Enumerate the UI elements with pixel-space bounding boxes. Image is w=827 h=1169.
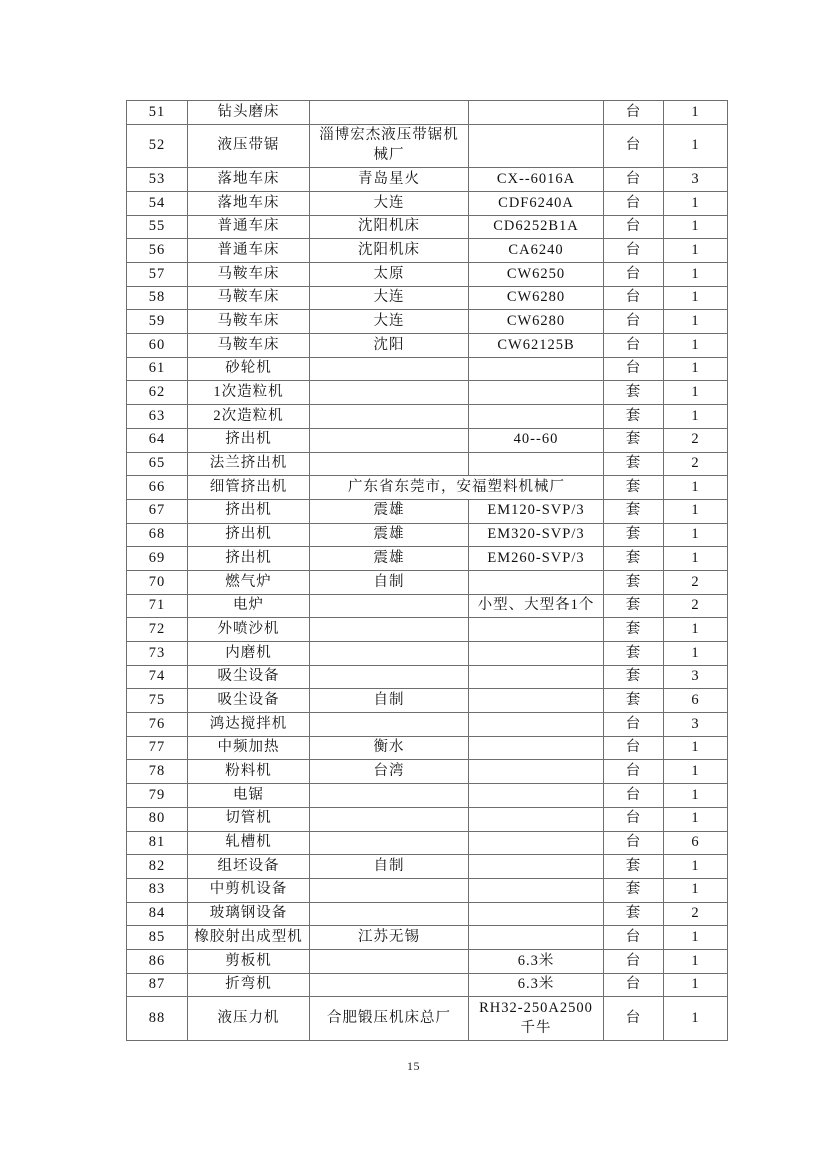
cell-unit: 台 [604,997,664,1041]
cell-unit: 套 [604,594,664,618]
cell-qty: 1 [664,642,728,666]
cell-maker [310,831,469,855]
cell-no: 72 [127,618,188,642]
cell-maker: 震雄 [310,547,469,571]
cell-model [469,855,604,879]
cell-unit: 台 [604,784,664,808]
cell-no: 58 [127,286,188,310]
cell-unit: 台 [604,926,664,950]
cell-model [469,831,604,855]
cell-maker: 合肥锻压机床总厂 [310,997,469,1041]
table-row [127,286,728,310]
equipment-table [126,100,728,1041]
cell-qty: 2 [664,452,728,476]
cell-model: 6.3米 [469,949,604,973]
cell-no: 85 [127,926,188,950]
table-row [127,499,728,523]
cell-model [469,405,604,429]
cell-model [469,101,604,125]
table-row [127,428,728,452]
cell-no: 69 [127,547,188,571]
cell-no: 88 [127,997,188,1041]
cell-maker [310,807,469,831]
table-row [127,807,728,831]
table-row [127,784,728,808]
table-row [127,191,728,215]
cell-name: 组坯设备 [188,855,310,879]
cell-model [469,357,604,381]
cell-model [469,381,604,405]
cell-name: 吸尘设备 [188,689,310,713]
cell-name: 马鞍车床 [188,310,310,334]
cell-unit: 台 [604,807,664,831]
table-row [127,452,728,476]
table-row [127,239,728,263]
cell-name: 马鞍车床 [188,286,310,310]
cell-unit: 台 [604,334,664,358]
cell-maker [310,878,469,902]
cell-no: 75 [127,689,188,713]
cell-name: 挤出机 [188,547,310,571]
cell-unit: 套 [604,499,664,523]
table-row [127,831,728,855]
cell-qty: 6 [664,689,728,713]
table-row [127,381,728,405]
cell-no: 65 [127,452,188,476]
cell-qty: 1 [664,997,728,1041]
cell-unit: 台 [604,215,664,239]
cell-no: 63 [127,405,188,429]
cell-qty: 1 [664,878,728,902]
cell-maker: 沈阳 [310,334,469,358]
cell-model [469,642,604,666]
cell-maker [310,428,469,452]
cell-qty: 6 [664,831,728,855]
cell-model [469,713,604,737]
cell-name: 挤出机 [188,523,310,547]
cell-unit: 套 [604,570,664,594]
cell-model [469,760,604,784]
cell-qty: 1 [664,310,728,334]
cell-qty: 1 [664,334,728,358]
cell-maker: 广东省东莞市，安福塑料机械厂 [310,476,604,500]
cell-qty: 1 [664,618,728,642]
cell-no: 78 [127,760,188,784]
cell-no: 51 [127,101,188,125]
cell-qty: 1 [664,807,728,831]
cell-name: 钻头磨床 [188,101,310,125]
cell-model: CX--6016A [469,168,604,192]
cell-qty: 1 [664,499,728,523]
cell-model [469,665,604,689]
cell-maker [310,381,469,405]
cell-no: 56 [127,239,188,263]
cell-name: 落地车床 [188,168,310,192]
table-row [127,642,728,666]
cell-no: 59 [127,310,188,334]
cell-qty: 1 [664,949,728,973]
cell-unit: 台 [604,101,664,125]
cell-maker: 震雄 [310,523,469,547]
cell-name: 电炉 [188,594,310,618]
cell-maker [310,642,469,666]
cell-unit: 套 [604,689,664,713]
cell-qty: 1 [664,973,728,997]
cell-maker: 震雄 [310,499,469,523]
cell-maker [310,973,469,997]
cell-maker [310,949,469,973]
table-row [127,405,728,429]
cell-name: 挤出机 [188,499,310,523]
cell-name: 马鞍车床 [188,263,310,287]
cell-name: 剪板机 [188,949,310,973]
cell-no: 55 [127,215,188,239]
cell-name: 液压带锯 [188,124,310,168]
cell-qty: 3 [664,713,728,737]
table-row [127,124,728,168]
cell-model: 小型、大型各1个 [469,594,604,618]
cell-model [469,452,604,476]
cell-qty: 1 [664,405,728,429]
cell-maker: 自制 [310,570,469,594]
cell-unit: 台 [604,949,664,973]
cell-model: EM120-SVP/3 [469,499,604,523]
cell-qty: 1 [664,547,728,571]
table-row [127,101,728,125]
cell-no: 84 [127,902,188,926]
cell-qty: 1 [664,239,728,263]
cell-maker [310,902,469,926]
table-row [127,357,728,381]
cell-name: 燃气炉 [188,570,310,594]
page-number: 15 [407,1059,420,1073]
cell-qty: 1 [664,926,728,950]
cell-name: 电锯 [188,784,310,808]
table-row [127,736,728,760]
table-row [127,547,728,571]
cell-qty: 1 [664,760,728,784]
cell-name: 橡胶射出成型机 [188,926,310,950]
cell-name: 折弯机 [188,973,310,997]
cell-name: 玻璃钢设备 [188,902,310,926]
cell-qty: 2 [664,902,728,926]
cell-maker: 衡水 [310,736,469,760]
cell-maker [310,784,469,808]
cell-no: 86 [127,949,188,973]
cell-no: 71 [127,594,188,618]
cell-model [469,807,604,831]
cell-model [469,736,604,760]
cell-model [469,618,604,642]
cell-unit: 套 [604,452,664,476]
cell-unit: 套 [604,642,664,666]
cell-name: 切管机 [188,807,310,831]
cell-no: 82 [127,855,188,879]
cell-no: 62 [127,381,188,405]
cell-maker: 江苏无锡 [310,926,469,950]
table-row [127,760,728,784]
cell-no: 67 [127,499,188,523]
cell-unit: 台 [604,191,664,215]
cell-no: 53 [127,168,188,192]
table-row [127,523,728,547]
table-row [127,570,728,594]
cell-unit: 套 [604,428,664,452]
cell-maker: 自制 [310,855,469,879]
cell-model: EM260-SVP/3 [469,547,604,571]
cell-qty: 2 [664,428,728,452]
cell-model: RH32-250A2500千牛 [469,997,604,1041]
cell-qty: 1 [664,476,728,500]
table-row [127,855,728,879]
cell-no: 80 [127,807,188,831]
cell-model [469,878,604,902]
cell-model: 6.3米 [469,973,604,997]
cell-unit: 台 [604,168,664,192]
cell-no: 64 [127,428,188,452]
cell-no: 61 [127,357,188,381]
cell-name: 马鞍车床 [188,334,310,358]
cell-name: 普通车床 [188,215,310,239]
cell-qty: 1 [664,101,728,125]
table-row [127,689,728,713]
cell-name: 细管挤出机 [188,476,310,500]
cell-maker: 大连 [310,191,469,215]
cell-maker [310,713,469,737]
cell-unit: 台 [604,124,664,168]
cell-unit: 套 [604,618,664,642]
table-row [127,949,728,973]
cell-maker: 自制 [310,689,469,713]
table-row [127,215,728,239]
cell-name: 中频加热 [188,736,310,760]
cell-unit: 套 [604,855,664,879]
cell-no: 68 [127,523,188,547]
cell-no: 83 [127,878,188,902]
cell-name: 液压力机 [188,997,310,1041]
cell-model [469,902,604,926]
cell-no: 60 [127,334,188,358]
cell-name: 粉料机 [188,760,310,784]
cell-no: 57 [127,263,188,287]
cell-name: 外喷沙机 [188,618,310,642]
cell-qty: 1 [664,191,728,215]
cell-maker [310,405,469,429]
cell-qty: 1 [664,357,728,381]
cell-no: 66 [127,476,188,500]
cell-model: CW62125B [469,334,604,358]
cell-name: 法兰挤出机 [188,452,310,476]
cell-maker [310,357,469,381]
cell-unit: 台 [604,831,664,855]
cell-unit: 套 [604,476,664,500]
cell-unit: 台 [604,310,664,334]
cell-model: CD6252B1A [469,215,604,239]
cell-model [469,570,604,594]
cell-name: 鸿达搅拌机 [188,713,310,737]
cell-unit: 台 [604,760,664,784]
cell-qty: 1 [664,855,728,879]
cell-no: 77 [127,736,188,760]
cell-qty: 1 [664,523,728,547]
table-row [127,902,728,926]
cell-qty: 1 [664,784,728,808]
cell-qty: 1 [664,215,728,239]
cell-no: 81 [127,831,188,855]
cell-maker [310,452,469,476]
cell-no: 76 [127,713,188,737]
cell-maker [310,101,469,125]
cell-model: 40--60 [469,428,604,452]
cell-unit: 台 [604,263,664,287]
cell-name: 1次造粒机 [188,381,310,405]
cell-model [469,689,604,713]
cell-name: 内磨机 [188,642,310,666]
cell-name: 轧槽机 [188,831,310,855]
cell-model: CA6240 [469,239,604,263]
cell-no: 54 [127,191,188,215]
table-row [127,310,728,334]
cell-name: 落地车床 [188,191,310,215]
cell-model [469,926,604,950]
table-row [127,878,728,902]
cell-unit: 套 [604,381,664,405]
cell-unit: 台 [604,736,664,760]
cell-qty: 3 [664,168,728,192]
cell-qty: 2 [664,570,728,594]
cell-model: CW6280 [469,310,604,334]
cell-no: 73 [127,642,188,666]
cell-unit: 台 [604,973,664,997]
table-row [127,263,728,287]
cell-maker: 沈阳机床 [310,239,469,263]
cell-name: 普通车床 [188,239,310,263]
cell-maker: 大连 [310,310,469,334]
cell-model: EM320-SVP/3 [469,523,604,547]
cell-name: 砂轮机 [188,357,310,381]
cell-no: 74 [127,665,188,689]
cell-model [469,124,604,168]
cell-no: 87 [127,973,188,997]
cell-unit: 台 [604,357,664,381]
cell-no: 70 [127,570,188,594]
cell-qty: 3 [664,665,728,689]
table-row [127,665,728,689]
table-row [127,618,728,642]
cell-qty: 1 [664,286,728,310]
cell-qty: 1 [664,263,728,287]
cell-model: CW6250 [469,263,604,287]
cell-maker: 大连 [310,286,469,310]
table-row [127,997,728,1041]
cell-qty: 1 [664,124,728,168]
cell-maker: 台湾 [310,760,469,784]
cell-unit: 套 [604,523,664,547]
cell-maker [310,618,469,642]
cell-model [469,784,604,808]
table-row [127,334,728,358]
cell-maker: 太原 [310,263,469,287]
table-row [127,168,728,192]
cell-maker: 青岛星火 [310,168,469,192]
cell-no: 79 [127,784,188,808]
cell-model: CDF6240A [469,191,604,215]
cell-unit: 台 [604,239,664,263]
cell-qty: 1 [664,736,728,760]
cell-unit: 套 [604,405,664,429]
table-row [127,476,728,500]
cell-name: 2次造粒机 [188,405,310,429]
cell-unit: 套 [604,665,664,689]
cell-no: 52 [127,124,188,168]
cell-maker [310,665,469,689]
cell-name: 挤出机 [188,428,310,452]
cell-unit: 台 [604,286,664,310]
table-row [127,926,728,950]
cell-maker [310,594,469,618]
cell-qty: 2 [664,594,728,618]
cell-name: 吸尘设备 [188,665,310,689]
cell-model: CW6280 [469,286,604,310]
cell-maker: 淄博宏杰液压带锯机械厂 [310,124,469,168]
cell-unit: 套 [604,878,664,902]
cell-unit: 套 [604,902,664,926]
cell-unit: 套 [604,547,664,571]
cell-name: 中剪机设备 [188,878,310,902]
cell-maker: 沈阳机床 [310,215,469,239]
table-row [127,594,728,618]
cell-qty: 1 [664,381,728,405]
table-row [127,713,728,737]
table-row [127,973,728,997]
cell-unit: 台 [604,713,664,737]
